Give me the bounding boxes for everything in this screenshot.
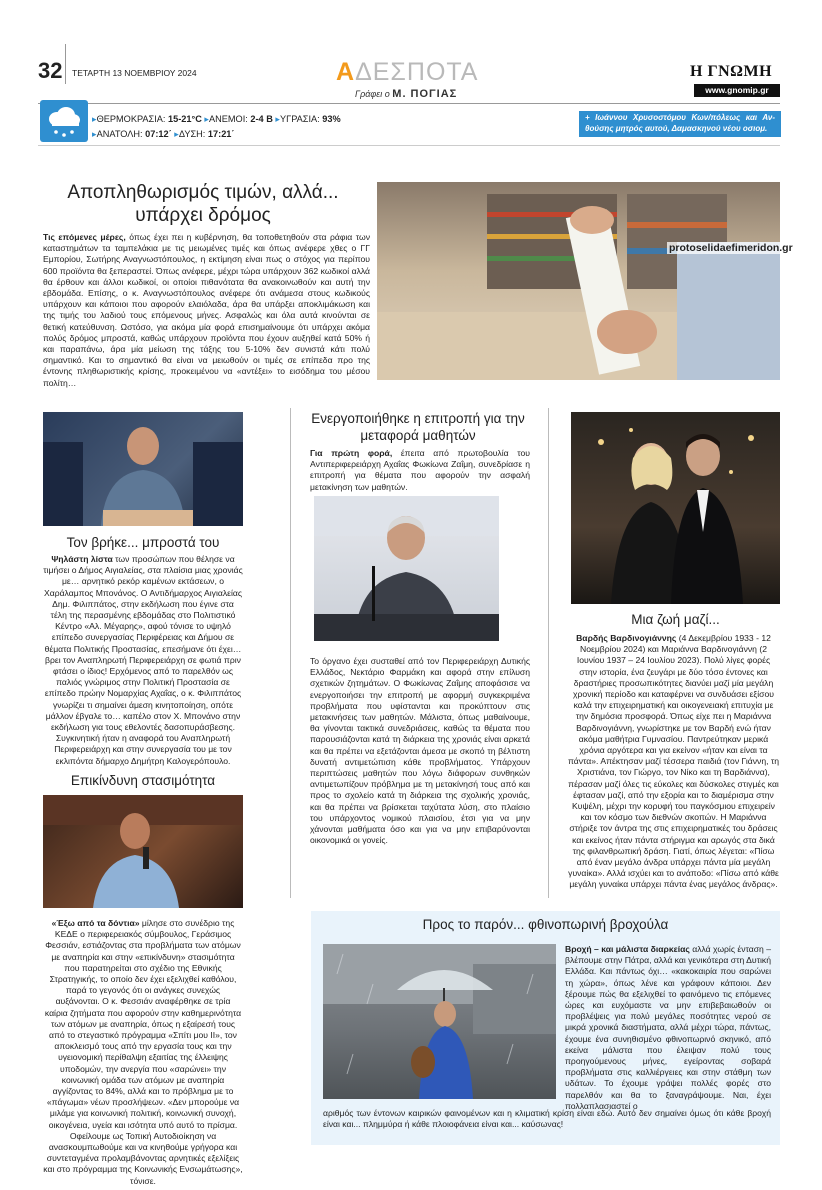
column-divider-right (548, 408, 549, 898)
article5-text (567, 633, 780, 891)
humidity-value: 93% (322, 114, 341, 124)
header-rule (38, 103, 780, 104)
fessian-photo (43, 795, 243, 908)
article3-body: μίλησε στο συνέδριο της ΚΕΔΕ ο περιφερειακός σύμβουλος, Γεράσιμος Φεσσιάν, εστιάζοντας στα προβλήματα των ατόμων με αναπηρία και στην «επικίνδυνη» στασιμότητα που παρατηρείται στο σχέδιο της Εθνικής Στρατηγικής, το οποίο δεν έχει εξελιχθεί καθόλου, παρά το γεγονός ότι οι ανάγκες συνεχώς αυξάνονται. Ο κ. Φεσσιάν αναφέρθηκε σε τρία καίρια ζητήματα που αφορούν στην καθημερινότητα των ατόμων με αναπηρία, όπως η εξαίρεσή τους από το στεγαστικό πρόγραμμα «Σπίτι μου ΙΙ», τον αποκλεισμό τους από την εργασία τους και την υγειονομική περίθαλψη εξαιτίας της έλλειψης υποδομών, την ανεργία που «σαρώνει» την κοινωνική ομάδα των ατόμων με αναπηρία αγγίζοντας το 84%, αλλά και το πρόβλημα με το «πάγωμα» νέων προσλήψεων. «Δεν μπορούμε να μιλάμε για κοινωνική πολιτική, κοινωνική συνοχή, οικογένεια, υγεία και ισότητα υπό αυτό το πρίσμα. Οφείλουμε ως Τοπική Αυτοδιοίκηση να ανασκουμπωθούμε και να κινηθούμε γρήγορα και συντεταγμένα προλαμβάνοντας αρνητικές εξελίξεις και στο πρόγραμμα της Κοινωνικής Ενσωμάτωσης», τόνισε. (43, 918, 243, 1186)
saints-banner: + Ιωάννου Χρυσοστόμου Κων/πόλεως και Αν- θούσης μητρός αυτού, Δαμασκηνού νέου οσιομ. (579, 111, 781, 137)
article1-body: όπως έχει πει η κυβέρνηση, θα τοποθετηθούν στα ράφια των καταστημάτων τα ταμπελάκια με τις μειωμένες τιμές και όπως ανέφερε χθες ο ΓΓ Εμπορίου, Σωτήρης Αναγνωστόπουλος, η εκτίμηση είναι πως ο στόχος για περίπου 600 προϊόντα θα ξεπεραστεί. Όπως ανέφερε, μέχρι τώρα υπάρχουν 362 κωδικοί αλλά θα έρθουν και άλλοι κωδικοί, οι οποίοι πιθανότατα θα ανακοινωθούν και αυτή την εβδομάδα. Επίσης, ο κ. Αναγνωστόπουλος ανέφερε ότι ανάμεσα στους κωδικούς υπάρχουν και κάποιοι που αφορούν ελαιόλαδα, άρα θα υπάρξει αποκλιμάκωση και της τιμής του λαδιού τους επόμενους μήνες. Ασφαλώς και όλα αυτά κινούνται σε θετική κατεύθυνση. Ωστόσο, για ακόμα μία φορά επισημαίνουμε ότι υπάρχει ακόμα πολύς δρόμος μπροστά, καθώς υπάρχουν προϊόντα που έχουν αυξηθεί κατά 50% ή και παραπάνω, άρα μία μείωση της τάξης του 5-10% δεν συνιστά κάτι πολύ σημαντικό. Και το σημαντικό θα είναι να μειωθούν οι τιμές σε επίπεδα προ της έντονης πληθωριστικής κρίσης, προκειμένου να «αντέξει» το εισόδημα του μέσου πολίτη… (43, 232, 370, 388)
weather-rule (38, 145, 780, 146)
article3-text (43, 918, 243, 1187)
section-title-initial: Α (336, 58, 356, 86)
rain-cloud-icon (40, 100, 88, 142)
newspaper-url[interactable]: www.gnomip.gr (694, 84, 780, 97)
rain-umbrella-photo (323, 944, 556, 1099)
supermarket-receipt-photo (377, 182, 780, 380)
article4-title: Ενεργοποιήθηκε η επιτροπή για την μεταφορά μαθητών (311, 411, 525, 443)
sunrise-label: ΑΝΑΤΟΛΗ: (96, 129, 143, 139)
article6-body2: αριθμός των έντονων καιρικών φαινομένων και η κλιματική κρίση είναι εδώ. Αυτό δεν σημαίνει όμως ότι κάθε βροχή είναι και... πλημμύρα ή κάθε πλοιοφάνεια είναι και... καύσωνας! (323, 1108, 771, 1130)
article4-intro (310, 448, 530, 493)
page-number: 32 (38, 58, 63, 83)
humidity-label: ΥΓΡΑΣΙΑ: (280, 114, 320, 124)
article3-title: Επικίνδυνη στασιμότητα (70, 773, 216, 788)
article6-text-bottom (323, 1108, 771, 1130)
sunset-label: ΔΥΣΗ: (178, 129, 206, 139)
byline: Γράφει ο Μ. ΠΟΓΙΑΣ (355, 88, 458, 100)
bonanos-photo (43, 412, 243, 526)
article2-body: των προσώπων που θέλησε να τιμήσει ο Δήμος Αιγιαλείας, στα πλαίσια μιας χρονιάς με… αρνητικό ρεκόρ καμένων εκτάσεων, ο Χαράλαμπος Μπονάνος. Ο Αντιδήμαρχος Αιγιαλείας Δημ. Φιλιππάτος, στην εκδήλωση που έγινε στα τέλη της περασμένης εβδομάδας στο Πολιτιστικό Κέντρο «Αλ. Μέγαρης», αφού τόνισε το υψηλό επίπεδο συνεργασίας Περιφέρειας και Δήμου σε θέματα Πολιτικής Προστασίας, επεσήμανε ότι έχει… βρει τον Αναπληρωτή Περιφερειάρχη σε φωτιά πριν φτάσει ο ίδιος! Ερχόμενος από το παρελθόν ως παλιός γνώριμος στην Πολιτική Προστασία σε επίπεδο πρώην Νομαρχίας Αχαΐας, ο κ. Φιλιππάτος γνωρίζει τι σημαίνει άμεση κινητοποίηση, οπότε μάλλον έβγαλε το… καπέλο στον Χ. Μπονάνο στην εκδήλωση για τους εθελοντές δασοπυράσβεσης. Συγκινητική ήταν η αναφορά του Αναπληρωτή Περιφερειάρχη και στην συνεργασία του με τον εκλιπόντα δήμαρχο Δημήτρη Καλογερόπουλο. (43, 554, 243, 766)
temperature-value: 15-21°C (168, 114, 202, 124)
weather-row-2: ▸ΑΝΑΤΟΛΗ: 07:12΄ ▸ΔΥΣΗ: 17:21΄ (92, 129, 235, 139)
article5-title: Μια ζωή μαζί... (631, 612, 720, 627)
article2-lead: Ψηλάστη λίστα (51, 554, 113, 564)
article1-lead: Τις επόμενες μέρες, (43, 232, 126, 242)
article1-text (43, 232, 370, 389)
article4-lead: Για πρώτη φορά, (310, 448, 393, 458)
article1-title: Αποπληθωρισμός τιμών, αλλά... υπάρχει δρόμος (67, 182, 339, 226)
vardinogiannis-couple-photo (571, 412, 780, 604)
section-title (336, 58, 478, 87)
sunset-value: 17:21΄ (207, 129, 235, 139)
article3-lead: «Έξω από τα δόντια» (51, 918, 140, 928)
byline-name: Μ. ΠΟΓΙΑΣ (392, 88, 458, 100)
sunrise-value: 07:12΄ (145, 129, 172, 139)
article2-title: Τον βρήκε... μπροστά του (66, 535, 220, 550)
winds-label: ΑΝΕΜΟΙ: (209, 114, 248, 124)
temperature-label: ΘΕΡΜΟΚΡΑΣΙΑ: (96, 114, 166, 124)
zaimis-photo (314, 496, 499, 641)
article6-title: Προς το παρόν... φθινοπωρινή βροχούλα (422, 917, 669, 932)
weather-row-1: ▸ΘΕΡΜΟΚΡΑΣΙΑ: 15-21°C ▸ΑΝΕΜΟΙ: 2-4 Β ▸ΥΓΡΑΣΙΑ: 93% (92, 114, 341, 124)
watermark: protoselidaefimeridon.gr (669, 242, 793, 254)
column-divider-left (290, 408, 291, 898)
article2-text (43, 554, 243, 767)
article6-body1: αλλά χωρίς ένταση – βλέπουμε στην Πάτρα, αλλά και γενικότερα στη Δυτική Ελλάδα. Και πάντως όχι… «κακοκαιρία που σαρώνει τη χώρα», όπως λένε και γράφουν κάποιοι. Δεν ξέρουμε πώς θα εξελιχθεί το φαινόμενο τις επόμενες ώρες και ευχόμαστε να μην επιβεβαιωθούν οι προβλέψεις για πολύ μεγάλες ποσότητες νερού σε μικρά χρονικά διαστήματα, αλλά μέχρι τώρα, πάντως, έχουμε ένα συνηθισμένο φθινοπωρινό σκηνικό, από εκείνα μάλιστα που έλειψαν πολύ τους προηγούμενους μήνες, εγείροντας σοβαρά προβλήματα στις καλλιέργειες και στην στάθμη των υδάτων. Το έχουμε γράψει πολλές φορές στο παρελθόν και θα το ξαναγράψουμε. Ναι, έχει πολλαπλασιαστεί ο (565, 944, 772, 1111)
article4-body: Το όργανο έχει συσταθεί από τον Περιφερειάρχη Δυτικής Ελλάδος, Νεκτάριο Φαρμάκη και αφορά στην επίλυση σχετικών ζητημάτων. Ο Φωκίωνας Ζαΐμης αποφάσισε να ενεργοποιήσει την επιτροπή με αφορμή συγκεκριμένα προβλήματα που υφίστανται και προκύπτουν στις μετακινήσεις των μαθητών. Μάλιστα, όπως μαθαίνουμε, θα γίνονται τακτικά συνεδριάσεις, καθώς τα θέματα που παρουσιάζονται κατά τη διάρκεια της χρονιάς είναι αρκετά και θα πρέπει να εξετάζονται άμεσα με σκοπό τη βέλτιστη δυνατή αντιμετώπιση κάθε προβλήματος. Υπάρχουν περιπτώσεις μαθητών που λόγω διάφορων συνθηκών αντιμετωπίζουν πρόβλημα με τη μετακίνησή τους από και προς το σχολείο κατά τη διάρκεια της σχολικής χρονιάς, και θα πρέπει να βρίσκεται ταχύτατα λύση, στο πλαίσιο του υπάρχοντος νομικού πλαισίου, έτσι για να μην χάνονται μαθήματα όσο και για να μην επιβαρύνονται οικονομικά οι γονείς. (310, 656, 530, 846)
weather-icon-box (40, 100, 88, 142)
newspaper-logo: Η ΓΝΩΜΗ (690, 63, 773, 80)
article4-text (310, 656, 530, 846)
article4-intro-text: έπειτα από πρωτοβουλία του Αντιπεριφερειάρχη Αχαΐας Φωκίωνα Ζαΐμη, συνεδρίασε η επιτροπή για θέματα που αφορούν την ασφαλή μετακίνηση των μαθητών. (310, 448, 530, 492)
winds-value: 2-4 Β (250, 114, 273, 124)
section-title-rest: ΔΕΣΠΟΤΑ (355, 58, 479, 86)
article5-body: (4 Δεκεμβρίου 1933 - 12 Νοεμβρίου 2024) και Μαριάννα Βαρδινογιάννη (2 Ιουνίου 1937 – 24 Ιουλίου 2023). Πολύ λίγες φορές στην ιστορία, ένα ζευγάρι με δύο τόσο έντονες και δραστήριες προσωπικότητες διανύει μαζί μία μεγάλη χρονική περίοδο και καταφέρνει να συνδυάσει εξίσου καλά την επιχειρηματική και οικογενειακή επιτυχία με την δημόσια προσφορά. Όπως είχε πει η Μαριάννα Βαρδινογιάννη, γνωρίστηκε με τον Βαρδή ενώ ήταν ακόμα μαθήτρια Γυμνασίου. Παντρεύτηκαν μερικά χρόνια αργότερα και για εκείνον «ήταν και είναι τα πάντα». Απέκτησαν μαζί τέσσερα παιδιά (τον Γιάννη, τη Χριστιάνα, τον Γιώργο, τον Νίκο και τη Βαρδιάννα), πέρασαν μαζί όλες τις εύκολες και δύσκολες στιγμές και έφτασαν μαζί, από την εξορία και το διαμέρισμα στην Κυψέλη, μέχρι την κορυφή του παγκόσμιου επιχειρείν και τον κόσμο των διεθνών σκοπών. Η Μαριάννα στήριξε τον άντρα της στις επιχειρηματικές του δράσεις και εκείνος ήταν πάντα στήριγμα και αρωγός στα δικά της φιλανθρωπική δράση. Γιατί, όπως λέγεται: «Πίσω από έναν μεγάλο άνδρα υπάρχει πάντα μία μεγάλη γυναίκα». Αλλά ισχύει και το ανάποδο: «Πίσω από κάθε μεγάλη γυναίκα υπάρχει πάντα ένας μεγάλος άνδρας». (567, 633, 780, 890)
article5-lead: Βαρδής Βαρδινογιάννης (576, 633, 677, 643)
issue-date: ΤΕΤΑΡΤΗ 13 ΝΟΕΜΒΡΙΟΥ 2024 (72, 68, 197, 78)
article6-lead: Βροχή – και μάλιστα διαρκείας (565, 944, 690, 954)
page-number-divider (65, 44, 66, 84)
article6-text-right (565, 944, 771, 1112)
